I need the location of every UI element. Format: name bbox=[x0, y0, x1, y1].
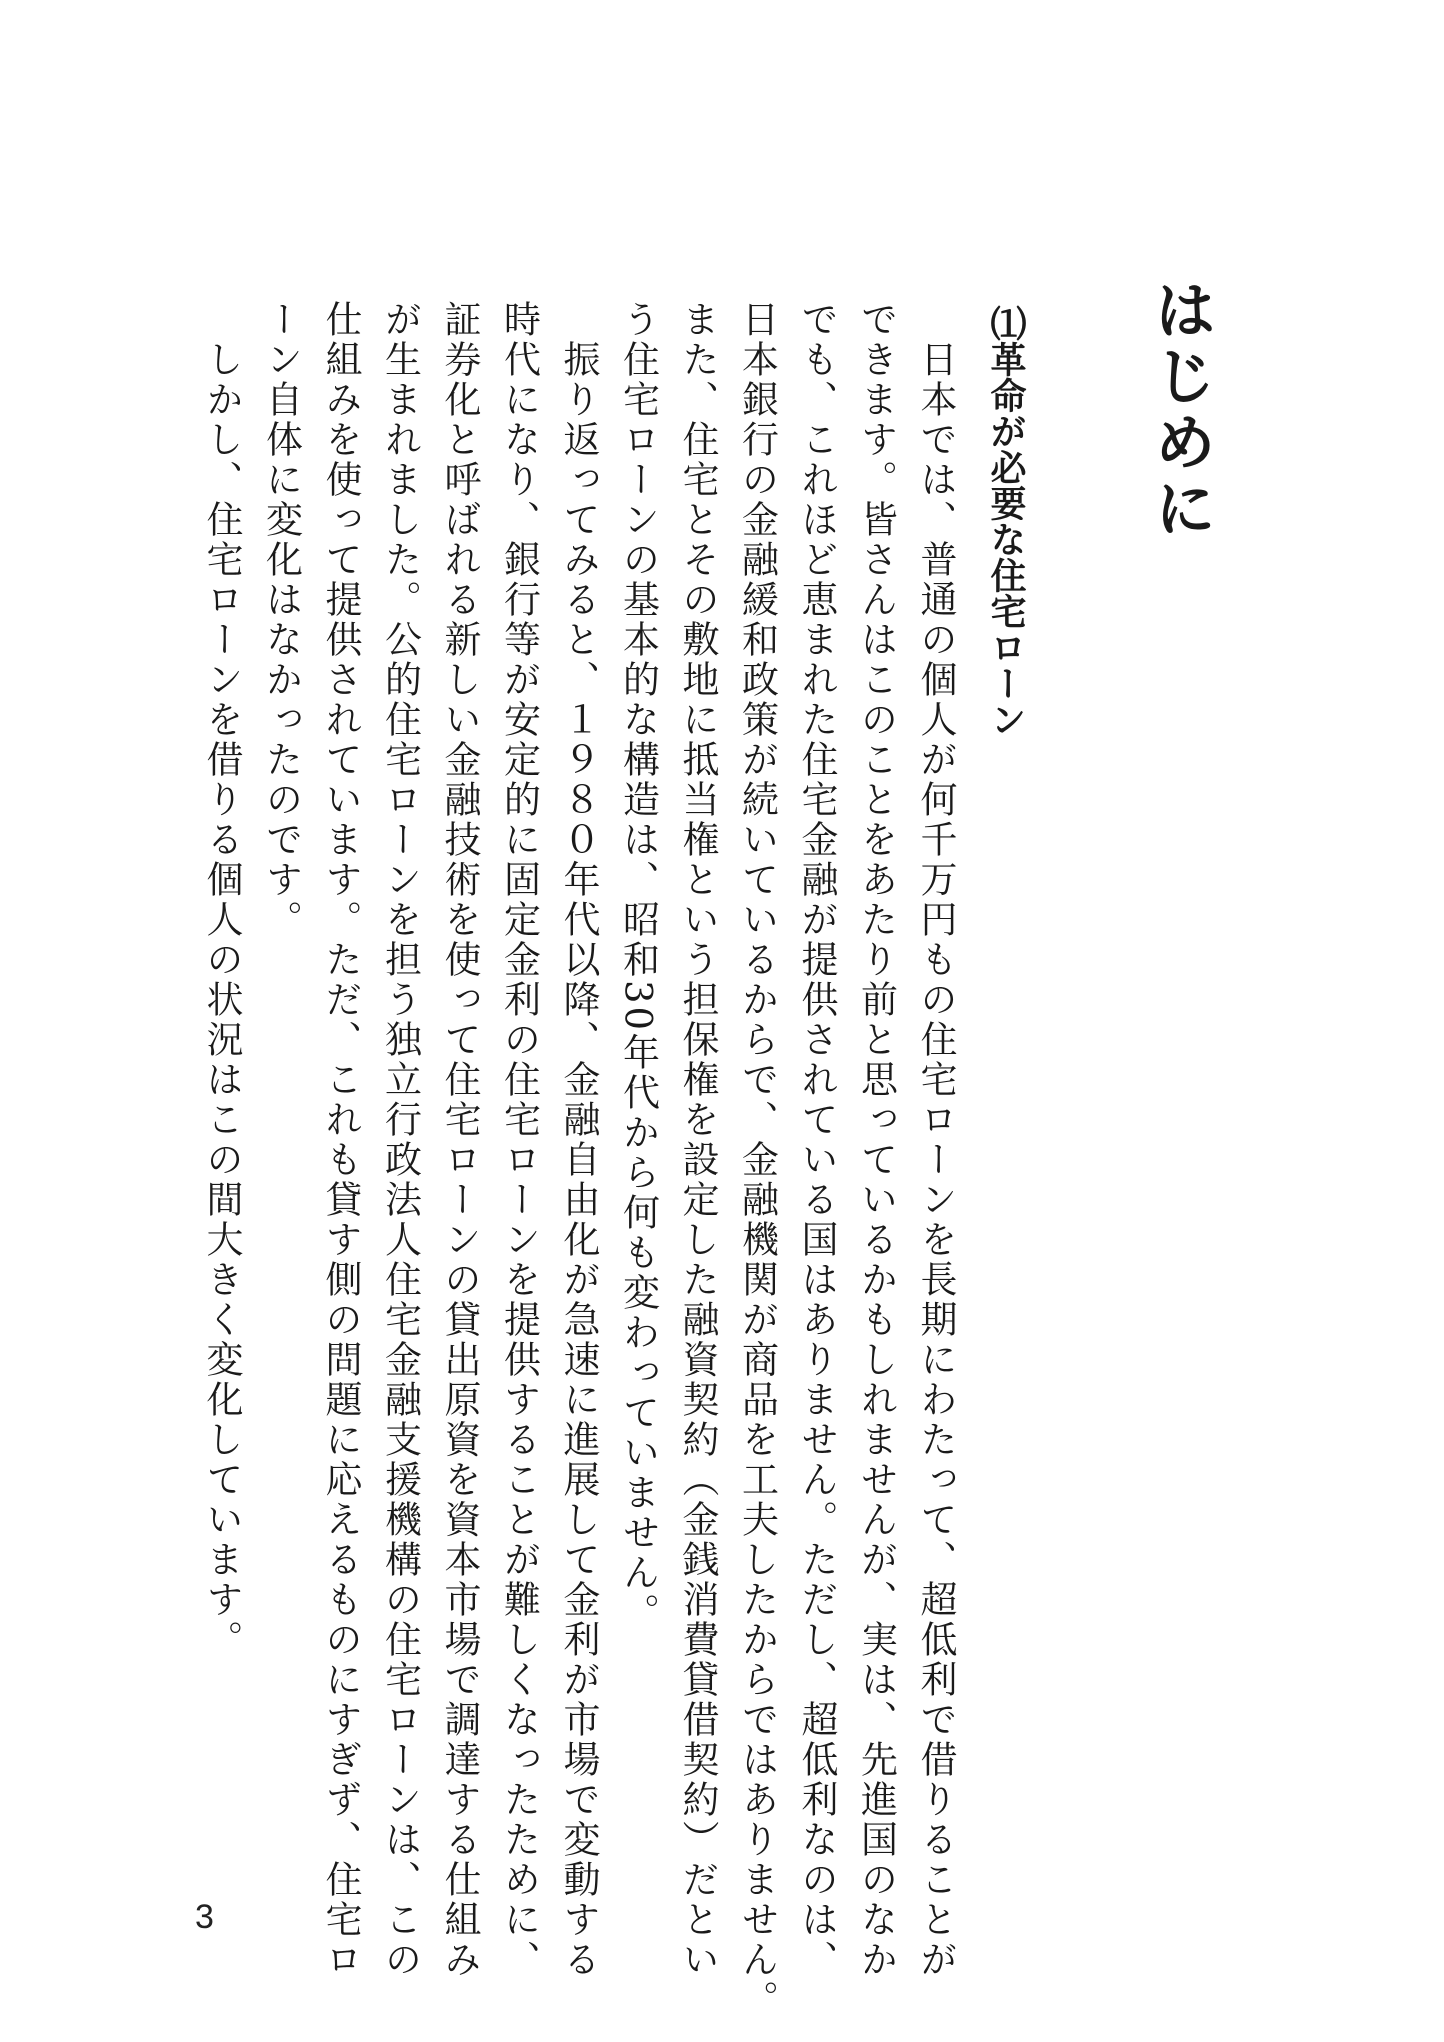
section-heading bbox=[982, 305, 1028, 737]
body-line: でも、これほど恵まれた住宅金融が提供されている国はありません。ただし、超低利なのは、 bbox=[795, 300, 838, 1980]
body-line: 日本銀行の金融緩和政策が続いているからで、金融機関が商品を工夫したからではありません。 bbox=[735, 300, 779, 2020]
body-line: ーン自体に変化はなかったのです。 bbox=[259, 300, 303, 940]
body-line: 証券化と呼ばれる新しい金融技術を使って住宅ローンの貸出原資を資本市場で調達する仕組み bbox=[438, 300, 481, 1980]
body-line: 振り返ってみると、１９８０年代以降、金融自由化が急速に進展して金利が市場で変動する bbox=[557, 300, 600, 1980]
body-line: 仕組みを使って提供されています。ただ、これも貸す側の問題に応えるものにすぎず、住宅ロ bbox=[319, 300, 362, 1980]
body-line: が生まれました。公的住宅ローンを担う独立行政法人住宅金融支援機構の住宅ローンは、この bbox=[378, 300, 422, 1980]
body-line: う住宅ローンの基本的な構造は、昭和30年代から何も変わっていません。 bbox=[616, 300, 660, 1634]
body-line: また、住宅とその敷地に抵当権という担保権を設定した融資契約（金銭消費貸借契約）だとい bbox=[676, 300, 719, 1980]
body-line: 日本では、普通の個人が何千万円もの住宅ローンを長期にわたって、超低利で借りることが bbox=[914, 300, 957, 1980]
body-line: しかし、住宅ローンを借りる個人の状況はこの間大きく変化しています。 bbox=[200, 300, 243, 1660]
body-line: 時代になり、銀行等が安定的に固定金利の住宅ローンを提供することが難しくなったために、 bbox=[497, 300, 541, 1980]
body-line: できます。皆さんはこのことをあたり前と思っているかもしれませんが、実は、先進国のなか bbox=[854, 300, 898, 1980]
section-number: ⑴ bbox=[985, 305, 1026, 341]
body-text bbox=[200, 300, 965, 2020]
section-heading-text: 革命が必要な住宅ローン bbox=[985, 341, 1026, 737]
page-number: 3 bbox=[195, 1898, 214, 1936]
chapter-title: はじめに bbox=[1144, 278, 1217, 542]
